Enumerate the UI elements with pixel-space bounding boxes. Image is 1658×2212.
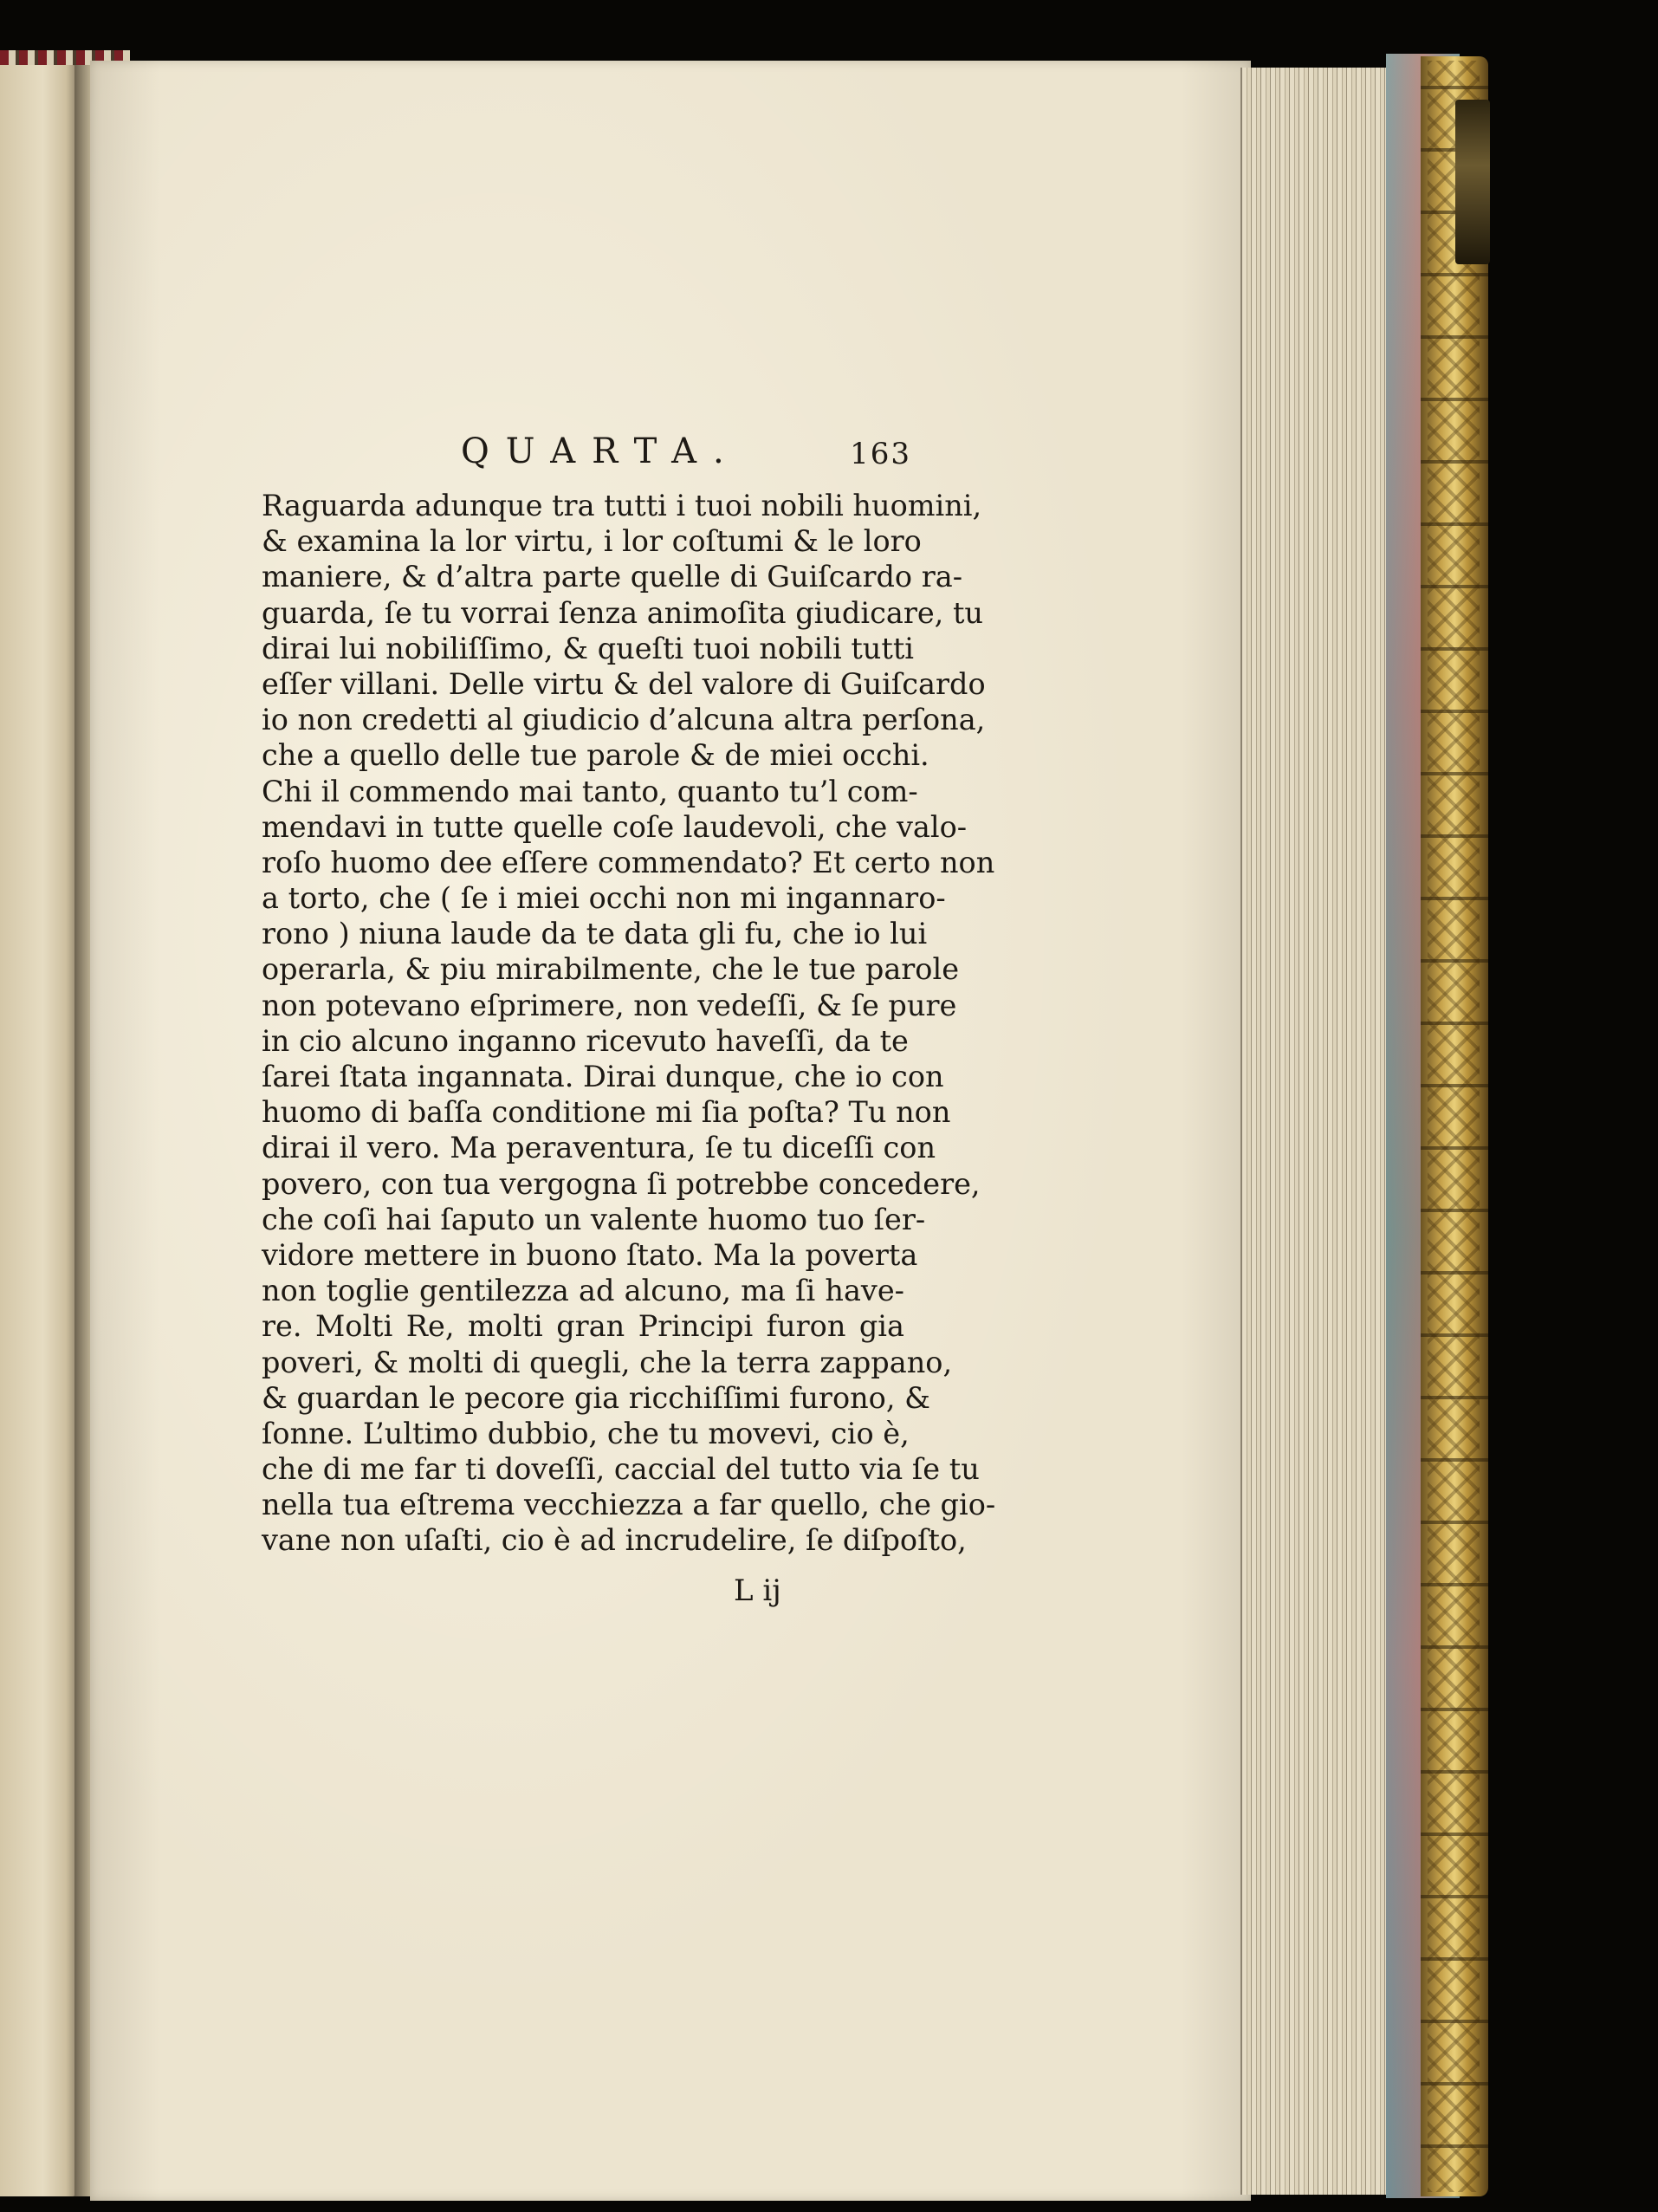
- text-line: ſonne. L’ultimo dubbio, che tu movevi, cio è,: [262, 1416, 910, 1450]
- text-line: povero, con tua vergogna ſi potrebbe concedere,: [262, 1166, 981, 1201]
- text-line: rono ) niuna laude da te data gli fu, che io lui: [262, 917, 928, 951]
- signature-mark: L ij: [734, 1573, 781, 1608]
- text-line: dirai il vero. Ma peraventura, ſe tu diceſſi con: [262, 1131, 936, 1165]
- text-line: a torto, che ( ſe i miei occhi non mi ingannaro-: [262, 881, 946, 916]
- text-line: vane non uſaſti, cio è ad incrudelire, ſe diſpoſto,: [262, 1523, 967, 1558]
- text-line: re. Molti Re, molti gran Principi furon gia: [262, 1309, 904, 1344]
- text-line: Chi il commendo mai tanto, quanto tu’l com-: [262, 774, 918, 808]
- page-header: [461, 431, 911, 485]
- text-line: maniere, & d’altra parte quelle di Guiſcardo ra-: [262, 560, 963, 594]
- text-line: che coſi hai ſaputo un valente huomo tuo ſer-: [262, 1202, 926, 1236]
- spine-ornament: [1428, 61, 1480, 2192]
- text-line: mendavi in tutte quelle coſe laudevoli, che valo-: [262, 809, 968, 844]
- body-text: [262, 488, 996, 1559]
- text-line: & guardan le pecore gia ricchiſſimi furono, &: [262, 1380, 930, 1415]
- text-line: che di me far ti doveſſi, caccial del tutto via ſe tu: [262, 1452, 980, 1487]
- text-line: guarda, ſe tu vorrai ſenza animoſita giudicare, tu: [262, 595, 984, 630]
- text-line: & examina la lor virtu, i lor coſtumi & le loro: [262, 524, 922, 559]
- running-head: QUARTA.: [461, 431, 741, 471]
- text-line: roſo huomo dee eſſere commendato? Et certo non: [262, 845, 995, 879]
- text-line: io non credetti al giudicio d’alcuna altra perſona,: [262, 703, 986, 737]
- text-line: poveri, & molti di quegli, che la terra zappano,: [262, 1345, 953, 1379]
- text-line: ſarei ſtata ingannata. Dirai dunque, che io con: [262, 1060, 944, 1093]
- text-line: nella tua eſtrema vecchiezza a far quello, che gio-: [262, 1488, 996, 1522]
- text-line: huomo di baſſa conditione mi ſia poſta? Tu non: [262, 1095, 951, 1130]
- text-line: non potevano eſprimere, non vedeſſi, & ſe pure: [262, 988, 957, 1022]
- text-line: Raguarda adunque tra tutti i tuoi nobili huomini,: [262, 489, 982, 522]
- text-line: non toglie gentilezza ad alcuno, ma ſi have-: [262, 1274, 904, 1308]
- text-line: operarla, & piu mirabilmente, che le tue parole: [262, 952, 960, 987]
- text-line: che a quello delle tue parole & de miei occhi.: [262, 738, 929, 773]
- text-line: dirai lui nobiliſſimo, & queſti tuoi nobili tutti: [262, 631, 914, 665]
- previous-page-edge: [0, 65, 78, 2196]
- text-line: in cio alcuno inganno ricevuto haveſſi, da te: [262, 1023, 909, 1058]
- spine-headband: [1455, 100, 1490, 264]
- page-number: 163: [850, 437, 911, 471]
- text-line: vidore mettere in buono ſtato. Ma la poverta: [262, 1237, 918, 1272]
- text-line: eſſer villani. Delle virtu & del valore di Guiſcardo: [262, 666, 986, 701]
